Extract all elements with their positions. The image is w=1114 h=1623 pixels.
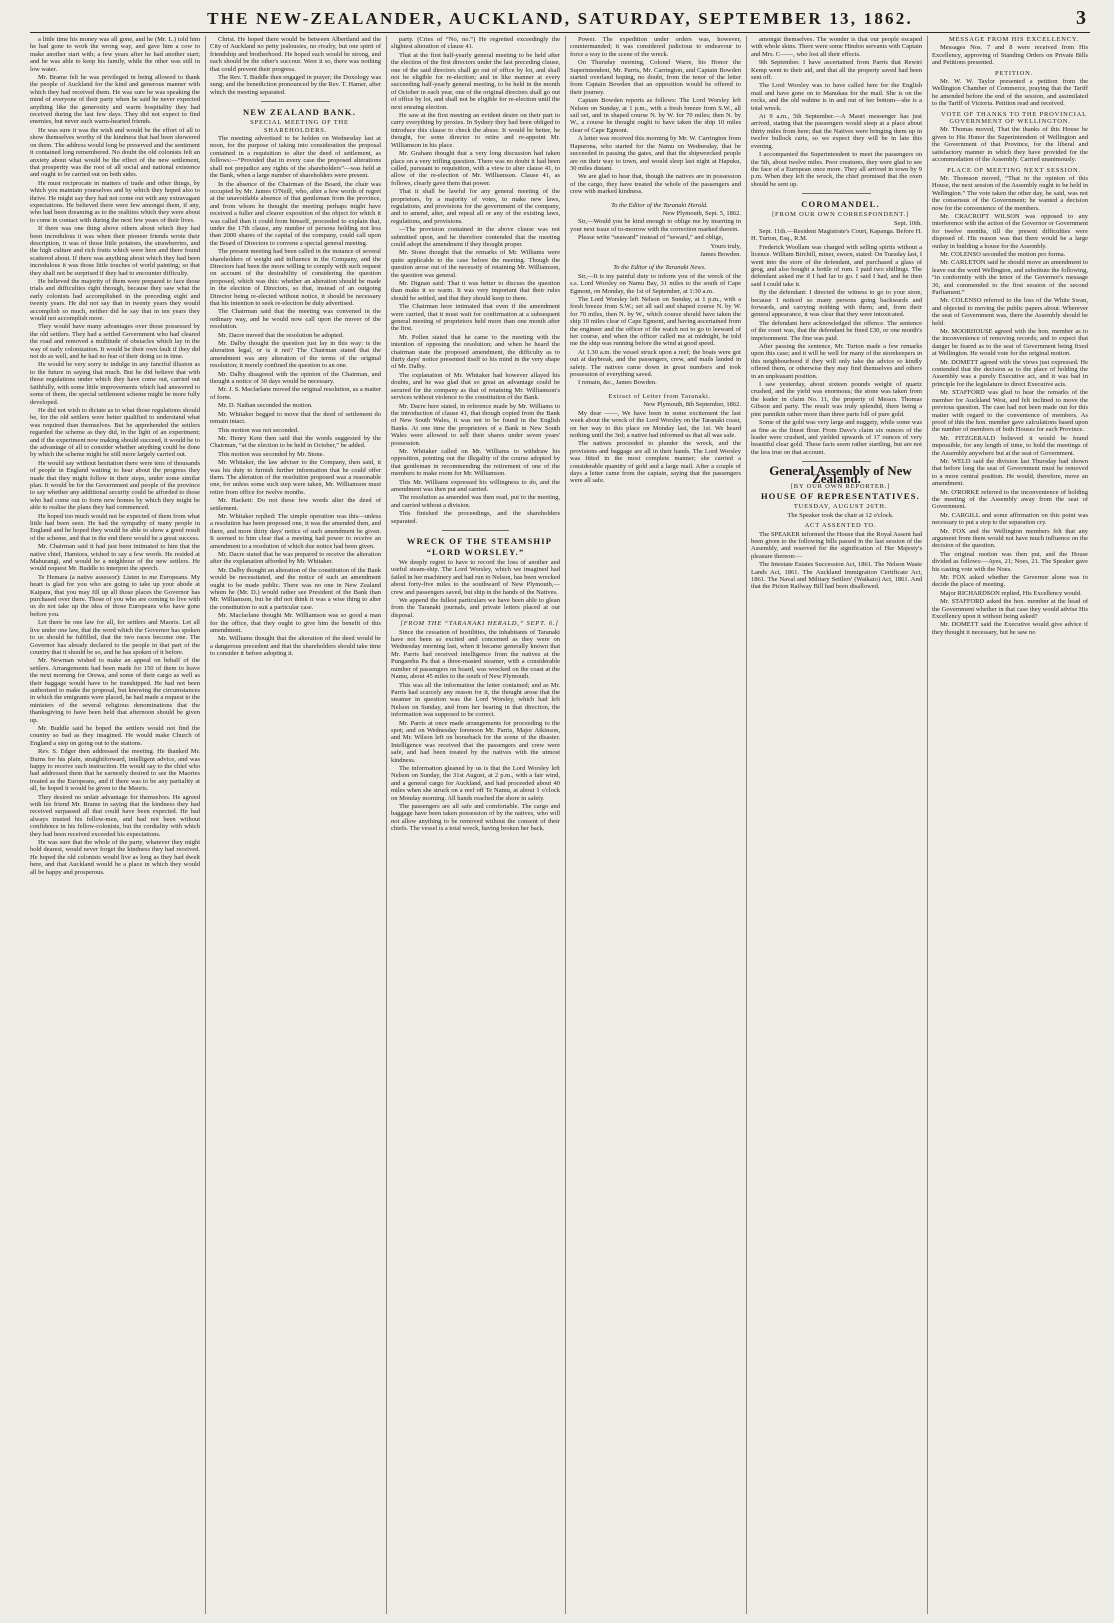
paragraph: Captain Bowden reports as follows: The Lord Worsley left Nelson on Sunday, at 1 p.m., with a fresh breeze from S.W., all sail set, and in shaped course N. by W. for 70 miles; then N. by W., a course he thought ought to have taken the ship 10 miles clear of Cape Egmont. <box>570 97 741 134</box>
paragraph: party. (Cries of “No, no.”) He regretted exceedingly the slightest alteration of clause 41. <box>391 36 560 51</box>
paragraph: The natives proceeded to plunder the wreck, and the provisions and baggage are all in their hands. The Lord Worsley was fitted in the most complete manner; she carried a considerable quantity of gold and a large mail. After a couple of days a letter came from the captain, saying that the passengers were all safe. <box>570 440 741 485</box>
paragraph: Some of the gold was very large and nuggety, while some was as fine as the finest flour. From Dave's claim six ounces of the leader were crushed, and yielded upwards of 17 ounces of very beautiful clear gold. These facts seem rather startling, but are not the less true on that account. <box>751 419 922 456</box>
paragraph: The original motion was then put, and the House divided as follows:—Ayes, 21; Noes, 21. The Speaker gave his casting vote with the Noes. <box>932 550 1088 573</box>
col2-lead <box>210 36 381 96</box>
paragraph: Mr. CARLETON said he should move an amendment to leave out the word Wellington, and substitute the following, “in conformity with the tenor of the Governor's message 36, and commended to the first session of the second Parliament.” <box>932 259 1088 296</box>
paragraph: Mr. COLENSO referred to the loss of the White Swan, and objected to moving the public papers about. Wherever the seat of Government was, there the Assembly should be held. <box>932 297 1088 327</box>
paragraph: If there was one thing above others about which they had been incredulous it was when their pioneer friends wrote their description, it was of those little potatoes, the strawberries, and the high culture and rich fruits which were here and there found scattered about. If there was anything about which they had been incredulous it was those little touches of world painting; so that they shall not be surprised if they had to encounter difficulty. <box>30 225 200 277</box>
paragraph: Mr. CRACROFT WILSON was opposed to any interference with the action of the Governor or Government for twelve months, till the present difficulties were disposed of. His reason was that there would be a large outlay in building a house for the Assembly. <box>932 212 1088 250</box>
letter2-body <box>570 273 741 387</box>
acts-heading: ACT ASSENTED TO. <box>804 522 877 530</box>
paragraph: I saw yesterday, about sixteen pounds weight of quartz crushed, and the yield was enormous; the stone was taken from the leader in claim No. 11, the property of Messrs. Thomas Gibson and party. The result was truly splendid, there being a pint pannikin rather more than three parts full of pure gold. <box>751 381 922 418</box>
paragraph: The SPEAKER informed the House that the Royal Assent had been given to the following bills passed in the last session of the Assembly, and reserved for the signification of Her Majesty's pleasure thereon:— <box>751 530 922 560</box>
column-rule <box>746 36 747 1614</box>
column-2 <box>210 36 381 1616</box>
paragraph: At 9 a.m., 5th September.—A Maori messenger has just arrived, stating that the passengers would sleep at a place about thirty miles from here; that the Natives were bringing them up in twelve bullock carts, so we expect they will be in late this evening. <box>751 113 922 150</box>
paragraph: Power. The expedition under orders was, however, countermanded; it was considered judicious to endeavour to force a way to the scene of the wreck. <box>570 36 741 58</box>
paragraph: Mr. Dalby disagreed with the opinion of the Chairman, and thought a notice of 30 days would be necessary. <box>210 370 381 386</box>
paragraph: The defendant here acknowledged the offence. The sentence of the court was, that the defendant be fined £30, or one month's imprisonment. The fine was paid. <box>751 319 922 342</box>
paragraph: This Mr. Williams expressed his willingness to do, and the amendment was then put and carried. <box>391 478 560 493</box>
paragraph: We deeply regret to have to record the loss of another and useful steam-ship. The Lord Worsley, which we imagined had failed in her machinery and had run to Nelson, has been wrecked about forty-five miles to the southward of New Plymouth,—crew and passengers saved, but ship in the hands of the Natives. <box>391 559 560 596</box>
coromandel-body <box>751 228 922 456</box>
paragraph: Mr. Whitaker begged to move that the deed of settlement do remain intact. <box>210 410 381 426</box>
letter1-body <box>570 218 741 241</box>
wreck-intro <box>391 559 560 619</box>
paragraph: They desired no unfair advantage for themselves. He agreed with his friend Mr. Brame in saying that the kindness they had received surpassed all that could have been expected. He had always trusted his fellow-men, and had not been without confidence in his fellow-colonists, but the cordiality with which they had been received exceeded his expectations. <box>30 793 200 838</box>
column-6 <box>932 36 1088 1616</box>
paragraph: My dear ——, We have been in some excitement the last week about the wreck of the Lord Worsley on the Taranaki coast, on her way to this place on Monday last, the 1st. We heard nothing until the 3rd; a native had informed us that all was safe. <box>570 409 741 439</box>
divider <box>442 530 510 531</box>
paragraph: Mr. CARGILL and some affirmation on this point was necessary to put a stop to the separation cry. <box>932 511 1088 527</box>
paragraph: Mr. Dignan said: That it was better to discuss the question than make it so warm. It was very important that their rules should be settled, and that they should keep to them. <box>391 280 560 302</box>
wreck-body <box>391 629 560 833</box>
paragraph: a little time his money was all gone, and he (Mr. L.) told him he had gone to work the wrong way, and gave him a cow to make another start with; a few years after he had another start; and he was able to keep his family, while the other was still in low water. <box>30 36 200 73</box>
paragraph: That at the first half-yearly general meeting to be held after the election of the first directors under the last preceding clause, one of the said directors shall go out of office by lot, and shall not be eligible for re-election; and in like manner at every succeeding half-yearly general meeting, to be held in the month of October in each year, one of the original directors shall go out of office by lot, and shall not be eligible for re-election until the next ensuing election. <box>391 51 560 111</box>
paragraph: Mr. Brame felt he was privileged in being allowed to thank the people of Auckland for the kind and generous manner with which they had received them. He was sure he was speaking the mind of everyone of their party when he said he never expected anything like the generosity and warm hospitality they had received during the last few days. They did not expect to find enemies, but never such warm-hearted friends. <box>30 74 200 126</box>
page-number: 3 <box>1076 7 1086 29</box>
paragraph: Mr. Whitaker replied: The simple operation was this—unless a resolution has been proposed one, it was the amended then, and there, and more thirty days' notice of such amendment be given. It seemed to him clear that a meeting had power to receive an amendment to a resolution of which due notice had been given. <box>210 512 381 550</box>
paragraph: Mr. Pollen stated that he came to the meeting with the intention of opposing the resolution; and when he heard the chairman state the proposed amendment, the difficulty as to thirty days' notice presented itself to his mind in the very shape of Mr. Dalby. <box>391 333 560 371</box>
coromandel-date: Sept. 10th. <box>894 219 922 227</box>
divider <box>802 461 870 462</box>
paragraph: On Thursday morning, Colonel Warre, his Honor the Superintendent, Mr. Parris, Mr. Carrington, and Captain Bowden started overland hoping, no doubt, from the tenor of the letter from Captain Bowden that an opposition would be offered to their journey. <box>570 59 741 96</box>
paragraph: Let there be one law for all, for settlers and Maoris. Let all live under one law, that the word which the Governor has spoken to us should be fulfilled, that the two races become one. The Governor has already declared to the people in that part of the country that it should be so, and he has spoken of it before. <box>30 619 200 656</box>
paragraph: Mr. MOORHOUSE agreed with the hon. member as to the inconvenience of removing records; and to expect that danger be feared as to the seat of Government being fixed at Wellington. He would vote for the original motion. <box>932 328 1088 358</box>
paragraph: A letter was received this morning by Mr. W. Carrington from Hapurona, who started for the Namu on Wednesday, that he succeeded in passing the gates, and that the shipwrecked people are on their way to town, and would sleep last night at Hapuku, 30 miles distant. <box>570 135 741 172</box>
paragraph: This motion was not seconded. <box>218 426 299 434</box>
letter1-signature: James Bowden. <box>700 250 741 258</box>
paragraph: Mr. Buddle said he hoped the settlers would not find the country so bad as they imagined. He would make Church of England a step on going out to the stations. <box>30 724 200 747</box>
debate-body <box>932 175 1088 636</box>
extract-place: New Plymouth, 8th September, 1862. <box>643 401 741 409</box>
col3-lead <box>391 36 560 525</box>
paragraph: The Rev. T. Buddle then engaged in prayer; the Doxology was sung; and the benediction pronounced by the Rev. T. Hamer, after which the meeting separated. <box>210 74 381 96</box>
column-rule <box>565 36 566 1614</box>
paragraph: The explanation of Mr. Whitaker had however allayed his doubts, and he was glad that so great an advantage could be secured for the company as that of retaining Mr. Williamson's services without violence to the constitution of the Bank. <box>391 371 560 402</box>
assembly-heading: General Assembly of New Zealand. <box>769 463 912 486</box>
paragraph: In the absence of the Chairman of the Board, the chair was occupied by Mr. James O'Neill, who, after a few words of regret at the unavoidable absence of that gentleman from the province, and from whom he thought the meeting perhaps might have received a fuller and clearer exposition of the object for which it was called than it could from himself, proceeded to explain that, under the 17th clause, any number of persons holding not less than 2000 shares of the capital of the company, could call upon the Board of Directors to convene a special general meeting. <box>210 180 381 247</box>
paragraph: Te Hemara (a native assessor): Listen to me Europeans. My heart is glad for you who are going to take up your abode at Kaipara, that you may fill up all those places the Governor has purchased over there. Those of you who are coming to live with us do not take up the idea of those Europeans who have gone before you. <box>30 573 200 618</box>
column-1 <box>30 36 200 1616</box>
assembly-subheading: [BY OUR OWN REPORTER.] <box>790 482 891 490</box>
column-rule <box>927 36 928 1614</box>
paragraph: Rev. S. Edger then addressed the meeting. He thanked Mr. Burns for his plain, straightforward, intelligent advice, and was happy to receive such instruction. He would say to the chief who had addressed them that he earnestly desired to see the Maories treated as the Europeans, and if there was to be any partiality at all, he hoped it would be given to the Maoris. <box>30 748 200 793</box>
paragraph: Mr. Hackett: Do not these few words alter the deed of settlement. <box>210 497 381 512</box>
column-3 <box>391 36 560 1616</box>
petition-heading: PETITION. <box>994 69 1034 77</box>
paragraph: He did not wish to dictate as to what those regulations should be, for the old settlers were better qualified to understand what was required than themselves. But he apprehended the settlers regarded the scheme as they did, in the light of an experiment; and if the experiment now making should succeed, it would be to the advantage of all to consider whether anything could be done by which the scheme might be still more largely carried out. <box>30 406 200 459</box>
paragraph: Mr. Parris at once made arrangements for proceeding to the spot; and on Wednesday forenoon Mr. Parris, Major Atkinson, and Mr. Wilson left on horseback for the scene of the disaster. Intelligence was received that the passengers and crew were safe, and had been treated by the natives with the utmost kindness. <box>391 719 560 764</box>
place-heading: PLACE OF MEETING NEXT SESSION. <box>947 166 1081 174</box>
letter1-signoff: Yours truly, <box>710 242 741 250</box>
paragraph: Sir,—It is my painful duty to inform you of the wreck of the s.s. Lord Worsley on Namu Bay, 31 miles to the south of Cape Egmont, on Monday, the 1st of September, at 1:30 a.m. <box>570 272 741 295</box>
paragraph: He believed the majority of them were prepared to face those trials and difficulties right through, because they saw what the early colonists had accomplished in the preceding eight and twenty years. He did not say that in twenty years they would accomplish so much, neither did he say that in ten years they would not accomplish more. <box>30 278 200 323</box>
col5-lead <box>751 36 922 188</box>
divider <box>802 193 870 194</box>
masthead-title: THE NEW-ZEALANDER, AUCKLAND, SATURDAY, SEPTEMBER 13, 1862. <box>207 9 913 28</box>
paragraph: Mr. COLENSO seconded the motion pro forma. <box>940 250 1066 258</box>
paragraph: He would say without hesitation there were tens of thousands of people in England waiting to hear about the progress they made that they might follow in their steps, under some similar plan. It would be for the Government and people of the province to say whether any additional security could be afforded to those who had come out to form new homes by which they might be able to realise the plans they had commenced. <box>30 459 200 512</box>
paragraph: Mr. O'RORKE referred to the inconvenience of holding the meeting of the Assembly away from the seat of Government. <box>932 488 1088 511</box>
house-body <box>751 531 922 591</box>
paragraph: Since the cessation of hostilities, the inhabitants of Taranaki have not been so excited and concerned as they were on Wednesday morning last, when it became generally known that Mr. Parris had received intelligence from the natives at the Pungarehu Pa that a three-masted steamer, with a considerable number of passengers on board, was wrecked on the coast at the Namu, about 45 miles to the south of New Plymouth. <box>391 628 560 681</box>
paragraph: Mr. Thomson moved, “That in the opinion of this House, the next session of the Assembly ought to be held in Wellington.” The vote taken the other day, he said, was not the consensus of the Government; he wanted a decision now for the convenience of the members. <box>932 174 1088 212</box>
paragraph: Mr. Williams thought that the alteration of the deed would be a dangerous precedent and that the shareholders should take time to consider it before adopting it. <box>210 635 381 658</box>
paragraph: The Lord Worsley left Nelson on Sunday, at 1 p.m., with a fresh breeze from S.W.; set all sail and shaped course N. by W. for 70 miles, then N. by W., which course should have taken the ship 10 miles clear of Cape Egmont, and having ascertained from the engineer and the officer of the watch not to go to leeward of her course, and when the officer called me at midnight, he told me the ship was running before the wind at good speed. <box>570 296 741 348</box>
paragraph: Mr. Chairman said it had just been intimated to him that the native chief, Hamiora, wished to say a few words. He resided at Mahurangi, and would be a neighbour of the new settlers. He would request Mr. Buddle to interpret the speech. <box>30 543 200 573</box>
paragraph: I accompanied the Superintendent to meet the passengers on the 5th, about twelve miles. Poor creatures, they were glad to see the face of a European once more. They all arrived in town by 9 p.m. When they left the wreck, the chief promised that the oxen should be sent up. <box>751 151 922 188</box>
paragraph: The present meeting had been called in the instance of several shareholders of weight and influence in the Company, and the Directors had been the more willing to comply with such request on account of the desirability of considering the question proposed, which was this: whether an alteration should be made in the election of Directors, so that, instead of an outgoing Director being re-elected without notice, it should be necessary that his intention to seek re-election be duly advertised. <box>210 248 381 307</box>
paragraph: The Intestate Estates Succession Act, 1861. The Nelson Waste Lands Act, 1861. The Auckland Immigration Certificate Act, 1861. The Naval and Military Settlers' (Waikato) Act, 1861. And that the Picton Railway Bill had been disallowed. <box>751 561 922 591</box>
paragraph: Mr. Dacre moved that the resolution be adopted. <box>218 331 344 339</box>
thanks-heading: VOTE OF THANKS TO THE PROVINCIAL GOVERNMENT OF WELLINGTON. <box>941 110 1087 126</box>
paragraph: Mr. J. S. Macfarlane moved the original resolution, as a matter of form. <box>210 386 381 401</box>
paragraph: —The provision contained in the above clause was not submitted upon, and he therefore contended that the meeting could adopt the amendment if they thought proper. <box>391 226 560 248</box>
house-heading: HOUSE OF REPRESENTATIVES. <box>760 491 921 502</box>
paragraph: The Lord Worsley was to have called here for the English mail and have gone on to Manukau for the mail. She is on the rocks, and the old wahine is in and out of her bottom—she is a total wreck. <box>751 82 922 112</box>
paragraph: The Chairman here intimated that even if the amendment were carried, that it must wait for confirmation at a subsequent general meeting of proprietors held more than one month after the first. <box>391 303 560 333</box>
paragraph: He was sure that the whole of the party, whatever they might hold dearest, would never forget the kindness they had received. He hoped the old colonists would live as long as they had dwelt here, and that Auckland would be a place in which they would all be happy and prosperous. <box>30 839 200 876</box>
extract-body <box>570 410 741 485</box>
paragraph: Mr. Dalby thought the question just lay in this way: is the alteration legal, or is it not? The Chairman stated that the amendment was any alteration of the terms of the original resolution; it merely confined the question to an one. <box>210 340 381 370</box>
paragraph: Please write “seaward” instead of “seward,” and oblige, <box>578 234 724 242</box>
column-rule <box>205 36 206 1614</box>
message-paragraph: Messages Nos. 7 and 8 were received from His Excellency, approving of Standing Orders on Private Bills and Petitions presented. <box>932 44 1088 67</box>
paragraph: Major RICHARDSON replied, His Excellency would. <box>940 589 1082 597</box>
paragraph: The passengers are all safe and comfortable. The cargo and baggage have been taken possession of by the natives, who will not allow anything to be removed without the consent of their chiefs. The vessel is a total wreck, having broken her back. <box>391 803 560 833</box>
extract-title: Extract of Letter from Taranaki. <box>608 392 711 400</box>
petition-paragraph: Mr. W. W. Taylor presented a petition from the Wellington Chamber of Commerce, praying that the Tariff be amended before the end of the session, and assimilated to the Tariff of Victoria. Petition read and received. <box>932 78 1088 108</box>
paragraph: He must reciprocate in matters of trade and other things, by which you maintain yourselves and by which they hoped also to thrive. He might say they had not come out with any extravagant expectations. He believed there were few amongst them, if any, who had been dreaming as to the realities which they were about to come in contact with during the next few years of their lives. <box>30 179 200 224</box>
paragraph: Frederick Woollam was charged with selling spirits without a licence. William Birchill, miner, sworn, stated: On Tuesday last, I went into the store of the defendant, and purchased a glass of grog, and also bought a bottle of rum. I paid two shillings. The defendant asked me if I had far to go. I said I had, and he then said I could take it. <box>751 243 922 288</box>
paragraph: Mr. Dacre stated that he was prepared to receive the alteration after the explanation afforded by Mr. Whitaker. <box>210 551 381 566</box>
paragraph: He was sure it was the wish and would be the effort of all to show themselves worthy of the kindness that had been showered on them. The address would long be preserved and the sentiment it contained long remembered. No doubt the old colonists felt an anxiety about what would be the effect of the new settlement, that prosperity was the root of all social and national existence and ought to be carried out on both sides. <box>30 126 200 179</box>
house-date: TUESDAY, AUGUST 26TH. <box>793 503 888 511</box>
paragraph: Mr. DOMETT said the Executive would give advice if they thought it necessary, but he saw no <box>932 621 1088 636</box>
paragraph: Christ. He hoped there would be between Albertland and the City of Auckland no petty jealousies, no rivalry, but one spirit of friendship and brotherhood. He hoped each would be strong, and each should be the other's succour. Were it so, there was nothing that could prevent their progress. <box>210 36 381 73</box>
paragraph: amongst themselves. The wonder is that our people escaped with whole skins. There were some Hindoo servants with Captain and Mrs. C——, who lost all their effects. <box>751 36 922 58</box>
paragraph: Mr. Whitaker called on Mr. Williams to withdraw his opposition, pointing out the illegality of the course adopted by that gentleman in recommending the retirement of one of the members to make room for Mr. Williamson. <box>391 447 560 478</box>
paragraph: Sir,—Would you be kind enough to oblige me by inserting in your next issue of to-morrow with the correction marked therein. <box>570 218 741 233</box>
paragraph: 9th September. I have ascertained from Parris that Rewiri Kemp went to their aid, and that all the property saved had been sent off. <box>751 59 922 82</box>
letter1-title: To the Editor of the Taranaki Herald. <box>611 201 708 209</box>
paragraph: Sept. 11th.—Resident Magistrate's Court, Kapanga. Before H. H. Turton, Esq., R.M. <box>751 227 922 243</box>
paragraph: Mr. Whitaker, the law adviser to the Company, then said, it was his duty to furnish further information that he could offer them. The alteration of the resolution proposed was a reasonable one, for unless some such step were taken, Mr. Williamson must retire from office for twelve months. <box>210 459 381 496</box>
masthead <box>30 6 1090 33</box>
paragraph: This was all the information the letter contained; and as Mr. Parris had scarcely any reason for it, the thought arose that the steamer in question was the Lord Worsley, which had left Nelson on Sunday, and from her bearing in that direction, the information was supposed to be correct. <box>391 681 560 719</box>
paragraph: He would be very sorry to indulge in any fanciful illusion as to the future in saying that much. But he did believe that with those regulations under which they have come out, carried out faithfully, with some little improvements which had answered to some of them, the special settlement scheme might be more fully developed. <box>30 361 200 406</box>
paragraph: Mr. DOMETT agreed with the views just expressed. He contended that the decision as to the place of holding the Assembly was a purely Executive act, and it was bad in principle for the legislature to direct Executive acts. <box>932 358 1088 388</box>
paragraph: The meeting advertised to be holden on Wednesday last at noon, for the purpose of taking into consideration the proposal contained in a requisition to alter the deed of settlement, as follows:—“Provided that in every case the proposed alterations shall not prejudice any rights of the shareholders”—was held at the Bank, when a large number of shareholders were present. <box>210 135 381 180</box>
paragraph: Mr. Dalby thought an alteration of the constitution of the Bank would be necessitated, and the notice of such an amendment ought to be made public. There was no one in New Zealand whom he (Mr. D.) would rather see President of the Bank than Mr. Williamson, but he did not think it was a wise thing to alter the constitution to suit a particular case. <box>210 566 381 611</box>
bank-heading: NEW ZEALAND BANK. <box>242 107 357 118</box>
paragraph: At 1.30 a.m. the vessel struck upon a reef; the boats were got out at daybreak, and the passengers, crew, and mails landed in safety. The natives came down in great numbers and took possession of everything saved. <box>570 348 741 379</box>
house-sitting: The Speaker took the chair at 12 o'clock. <box>787 511 894 519</box>
paragraph: Mr. Henry Kent then said that the words suggested by the Chairman, “at the election to be held in October,” be added. <box>210 434 381 450</box>
paragraph: Mr. Macfarlane thought Mr. Williamson was so good a man for the office, that they ought to give him the benefit of this amendment. <box>210 612 381 635</box>
message-heading: MESSAGE FROM HIS EXCELLENCY. <box>949 36 1079 43</box>
letter2-title: To the Editor of the Taranaki News. <box>613 264 706 272</box>
letter1-place: New Plymouth, Sept. 5, 1862. <box>662 209 741 217</box>
paragraph: That it shall be lawful for any general meeting of the proprietors, by a majority of votes, to make new laws, regulations, and provisions for the government of the company, and to amend, alter, and repeal all or any of the existing laws, regulations, and provisions. <box>391 188 560 225</box>
paragraph: Mr. Dacre here stated, in reference made by Mr. Williams to the introduction of clause 41, that though copied from the Bank of New South Wales, it was not to be found in the English Banks. At one time the proprietors of a Bank in New South Wales were allowed to sell their shares under seven years' possession. <box>391 402 560 447</box>
paragraph: We append the fullest particulars we have been able to glean from the Taranaki journals, and private letters placed at our disposal. <box>391 597 560 619</box>
paragraph: Mr. FOX and the Wellington members felt that any argument from them would not have much influence on the decision of the question. <box>932 527 1088 550</box>
coromandel-heading: COROMANDEL. <box>801 199 880 210</box>
wreck-heading: WRECK OF THE STEAMSHIP “LORD WORSLEY.” <box>406 536 553 557</box>
paragraph: I remain, &c., James Bowden. <box>578 379 657 387</box>
paragraph: We are glad to hear that, though the natives are in possession of the cargo, they have treated the whole of the passengers and crew with marked kindness. <box>570 173 741 196</box>
coromandel-subheading: [FROM OUR OWN CORRESPONDENT.] <box>772 211 909 219</box>
column-rule <box>386 36 387 1614</box>
col1-body <box>30 36 200 876</box>
column-5 <box>751 36 922 1616</box>
paragraph: Mr. D. Nathan seconded the motion. <box>218 402 313 410</box>
paragraph: Mr. FITZGERALD believed it would be found impossible, for any length of time, to hold the meetings of the Assembly anywhere but at the seat of Government. <box>932 434 1088 457</box>
paragraph: After passing the sentence, Mr. Turton made a few remarks upon this case; and it will be well for many of the storekeepers in this neighbourhood if they will only take the advice so kindly offered them, or otherwise they may find themselves and others in an unpleasant position. <box>751 343 922 380</box>
paragraph: The Chairman said that the meeting was convened in the ordinary way, and he would now call upon the mover of the resolution. <box>210 308 381 331</box>
paragraph: Mr. WELD said the division last Thursday had shown that before long the seat of Government must be removed to a more central position. He would, therefore, move an amendment. <box>932 457 1088 488</box>
bank-article-body <box>210 135 381 658</box>
paragraph: Mr. Stone thought that the remarks of Mr. Williams were quite applicable to the case before the meeting. Though the question arose out of the necessity of retaining Mr. Williamson, the question was general. <box>391 249 560 279</box>
paragraph: He hoped too much would not be expected of them from what little had been seen. He had the sympathy of many people in England and he hoped they would be able to show a good result of the scheme, and that in the end there would be a great success. <box>30 512 200 542</box>
paragraph: Mr. Newman wished to make an appeal on behalf of the settlers. Arrangements had been made for 150 of them to leave the next morning for Orewa, and some of their cargo as well as their baggage would have to be transhipped. He had not been authorised to make the proposal, but knowing the circumstances in which the emigrants were placed, he had made a request to the ministers of the several religious denominations that the thanksgiving to have been held that afternoon should be given up. <box>30 657 200 724</box>
paragraph: Mr. STAFFORD asked the hon. member at the head of the Government whether in that case they would advise His Excellency upon it without being asked? <box>932 598 1088 621</box>
paragraph: Mr. FOX asked whether the Governor alone was to decide the place of meeting. <box>932 574 1088 589</box>
col4-lead <box>570 36 741 196</box>
paragraph: By the defendant: I directed the witness to go to your store, because I noticed so many persons going backwards and forwards, and carrying nothing with them; and, from their general appearance, it was clear that they were intoxicated. <box>751 289 922 319</box>
paragraph: They would have many advantages over those possessed by the old settlers. They had a settled Government who had cleared the road and removed a multitude of obstacles which lay in the way of early colonization. It would be their own fault if they did not do as well, and he had no fear of their doing so in time. <box>30 323 200 361</box>
bank-subheading: SPECIAL MEETING OF THE SHAREHOLDERS. <box>250 119 349 134</box>
paragraph: Mr. STAFFORD was glad to hear the remarks of the member for Auckland West, and felt inclined to move the previous question. The case had not been made out for this matter with regard to the convenience of members. As proof of this the hon. member gave calculations based upon the number of members of both Houses for each Province. <box>932 389 1088 434</box>
paragraph: Mr. Graham thought that a very long discussion had taken place on a very trifling question. There was no doubt it had been called, pursuant to requisition, with a view to alter clause 41, to allow of the re-election of Mr. Williamson. Clause 41, as follows, clearly gave them that power. <box>391 150 560 187</box>
wreck-source: [FROM THE “TARANAKI HERALD,” SEPT. 6.] <box>400 620 559 628</box>
paragraph: This motion was seconded by Mr. Stone. <box>218 450 325 458</box>
paragraph: The resolution as amended was then read, put to the meeting, and carried without a division. <box>391 494 560 509</box>
thanks-paragraph: Mr. Thomas moved, That the thanks of this House be given to His Honor the Superintendent of Wellington and the Government of that Province, for the liberal and satisfactory manner in which they have provided for the accommodation of the Assembly. Carried unanimously. <box>932 126 1088 164</box>
divider <box>261 101 329 102</box>
column-4 <box>570 36 741 1616</box>
paragraph: He saw at the first meeting an evident desire on their part to carry everything by proxies. In Sydney they had been obliged to introduce this clause to check the abuse. It would be better, he thought, for some director to retire and re-appoint Mr. Williamson in his place. <box>391 112 560 149</box>
paragraph: This finished the proceedings, and the shareholders separated. <box>391 510 560 525</box>
paragraph: The information gleaned by us is that the Lord Worsley left Nelson on Sunday, the 31st August, at 2 p.m., with a fair wind, and a general cargo for Auckland, and had proceeded about 40 miles when she struck on a reef off Te Namu, at about 1 o'clock on Monday morning. All hands reached the shore in safety. <box>391 764 560 802</box>
